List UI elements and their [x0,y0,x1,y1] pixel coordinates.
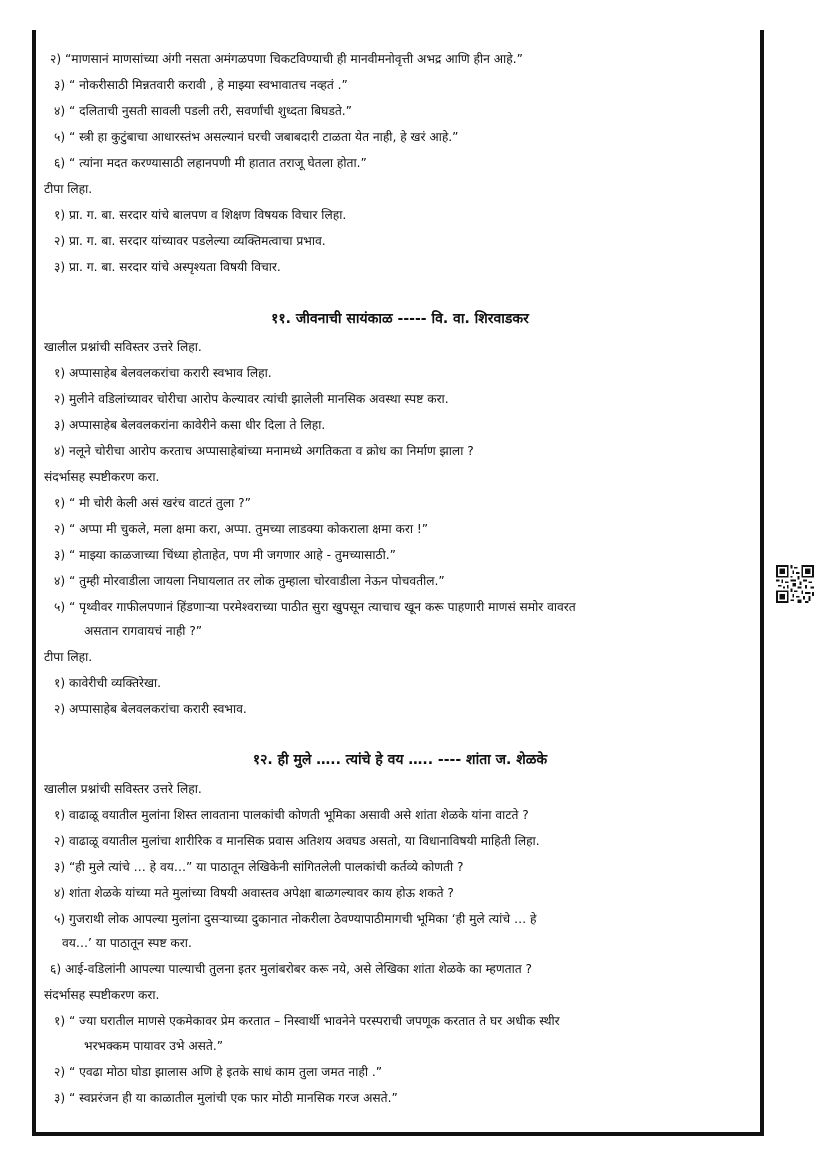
qr-code-icon [776,565,814,603]
question-line: १) वाढाळू वयातील मुलांना शिस्त लावताना पालकांची कोणती भूमिका असावी असे शांता शेळके यांना वाटते ? [54,808,529,822]
question-line: ५) गुजराथी लोक आपल्या मुलांना दुसऱ्याच्या दुकानात नोकरीला ठेवण्यापाठीमागची भूमिका ‘ही मुले त्यांचे … हे [54,912,537,926]
reference-line: ३) “ स्वप्नरंजन ही या काळातील मुलांची एक फार मोठी मानसिक गरज असते.” [54,1091,398,1105]
quote-line: ६) “ त्यांना मदत करण्यासाठी लहानपणी मी हातात तराजू घेतला होता.” [54,156,367,170]
quote-line: ३) “ नोकरीसाठी मिन्नतवारी करावी , हे माझ्या स्वभावातच नव्हतं .” [54,78,348,92]
question-line: ६) आई-वडिलांनी आपल्या पाल्याची तुलना इतर मुलांबरोबर करू नये, असे लेखिका शांता शेळके का म्हणतात ? [50,962,533,976]
note-line: १) कावेरीची व्यक्तिरेखा. [54,676,162,690]
reference-line: १) “ मी चोरी केली असं खरंच वाटतं तुला ?” [54,496,251,510]
reference-line: ३) “ माझ्या काळजाच्या चिंध्या होताहेत, पण मी जगणार आहे - तुमच्यासाठी.” [54,548,396,562]
question-line: १) अप्पासाहेब बेलवलकरांचा करारी स्वभाव लिहा. [54,366,272,380]
question-line: ४) नलूने चोरीचा आरोप करताच अप्पासाहेबांच्या मनामध्ये अगतिकता व क्रोध का निर्माण झाला ? [54,444,474,458]
reference-line-continued: असतान रागवायचं नाही ?” [84,624,203,638]
chapter-heading: ११. जीवनाची सायंकाळ ----- वि. वा. शिरवाडकर [271,311,529,327]
question-line: ३) अप्पासाहेब बेलवलकरांना कावेरीने कसा धीर दिला ते लिहा. [54,418,326,432]
note-line: २) अप्पासाहेब बेलवलकरांचा करारी स्वभाव. [54,702,247,716]
reference-line: १) “ ज्या घरातील माणसे एकमेकावर प्रेम करतात – निस्वार्थी भावनेने परस्पराची जपणूक करतात ते घर अधीक स्थीर [54,1014,560,1028]
question-line: ४) शांता शेळके यांच्या मते मुलांच्या विषयी अवास्तव अपेक्षा बाळगल्यावर काय होऊ शकते ? [54,886,454,900]
section-label: टीपा लिहा. [44,182,93,196]
section-label: टीपा लिहा. [44,650,93,664]
question-line: ३) “ही मुले त्यांचे … हे वय…” या पाठातून लेखिकेनी सांगितलेली पालकांची कर्तव्ये कोणती ? [54,860,464,874]
quote-line: ४) “ दलिताची नुसती सावली पडली तरी, सवर्णांची शुध्दता बिघडते.” [54,104,352,118]
quote-line: २) “माणसानं माणसांच्या अंगी नसता अमंगळपणा चिकटविण्याची ही मानवीमनोवृत्ती अभद्र आणि हीन आहे.” [50,52,523,66]
question-line: २) मुलीने वडिलांच्यावर चोरीचा आरोप केल्यावर त्यांची झालेली मानसिक अवस्था स्पष्ट करा. [54,392,449,406]
reference-line-continued: भरभक्कम पायावर उभे असते.” [84,1039,224,1053]
note-line: १) प्रा. ग. बा. सरदार यांचे बालपण व शिक्षण विषयक विचार लिहा. [54,208,347,222]
reference-line: २) “ एवढा मोठा घोडा झालास अणि हे इतके साधं काम तुला जमत नाही .” [54,1065,383,1079]
reference-line: ५) “ पृथ्वीवर गाफीलपणानं हिंडणाऱ्या परमेश्वराच्या पाठीत सुरा खुपसून त्याचाच खून करू पाहणारी माणसं समोर वावरत [54,600,576,614]
section-label: खालील प्रश्नांची सविस्तर उत्तरे लिहा. [44,782,202,796]
chapter-heading: १२. ही मुले ….. त्यांचे हे वय ….. ---- शांता ज. शेळके [252,752,548,768]
section-label: खालील प्रश्नांची सविस्तर उत्तरे लिहा. [44,340,202,354]
quote-line: ५) “ स्त्री हा कुटुंबाचा आधारस्तंभ असल्यानं घरची जबाबदारी टाळता येत नाही, हे खरं आहे.” [54,130,459,144]
question-line-continued: वय…’ या पाठातून स्पष्ट करा. [62,936,192,950]
note-line: २) प्रा. ग. बा. सरदार यांच्यावर पडलेल्या व्यक्तिमत्वाचा प्रभाव. [54,234,326,248]
reference-line: ४) “ तुम्ही मोरवाडीला जायला निघायलात तर लोक तुम्हाला चोरवाडीला नेऊन पोचवतील.” [54,574,445,588]
section-label: संदर्भासह स्पष्टीकरण करा. [44,470,160,484]
question-line: २) वाढाळू वयातील मुलांचा शारीरिक व मानसिक प्रवास अतिशय अवघड असतो, या विधानाविषयी माहिती लिहा. [54,834,540,848]
section-label: संदर्भासह स्पष्टीकरण करा. [44,988,160,1002]
reference-line: २) “ अप्पा मी चुकले, मला क्षमा करा, अप्पा. तुमच्या लाडक्या कोकराला क्षमा करा !” [54,522,429,536]
note-line: ३) प्रा. ग. बा. सरदार यांचे अस्पृश्यता विषयी विचार. [54,260,281,274]
